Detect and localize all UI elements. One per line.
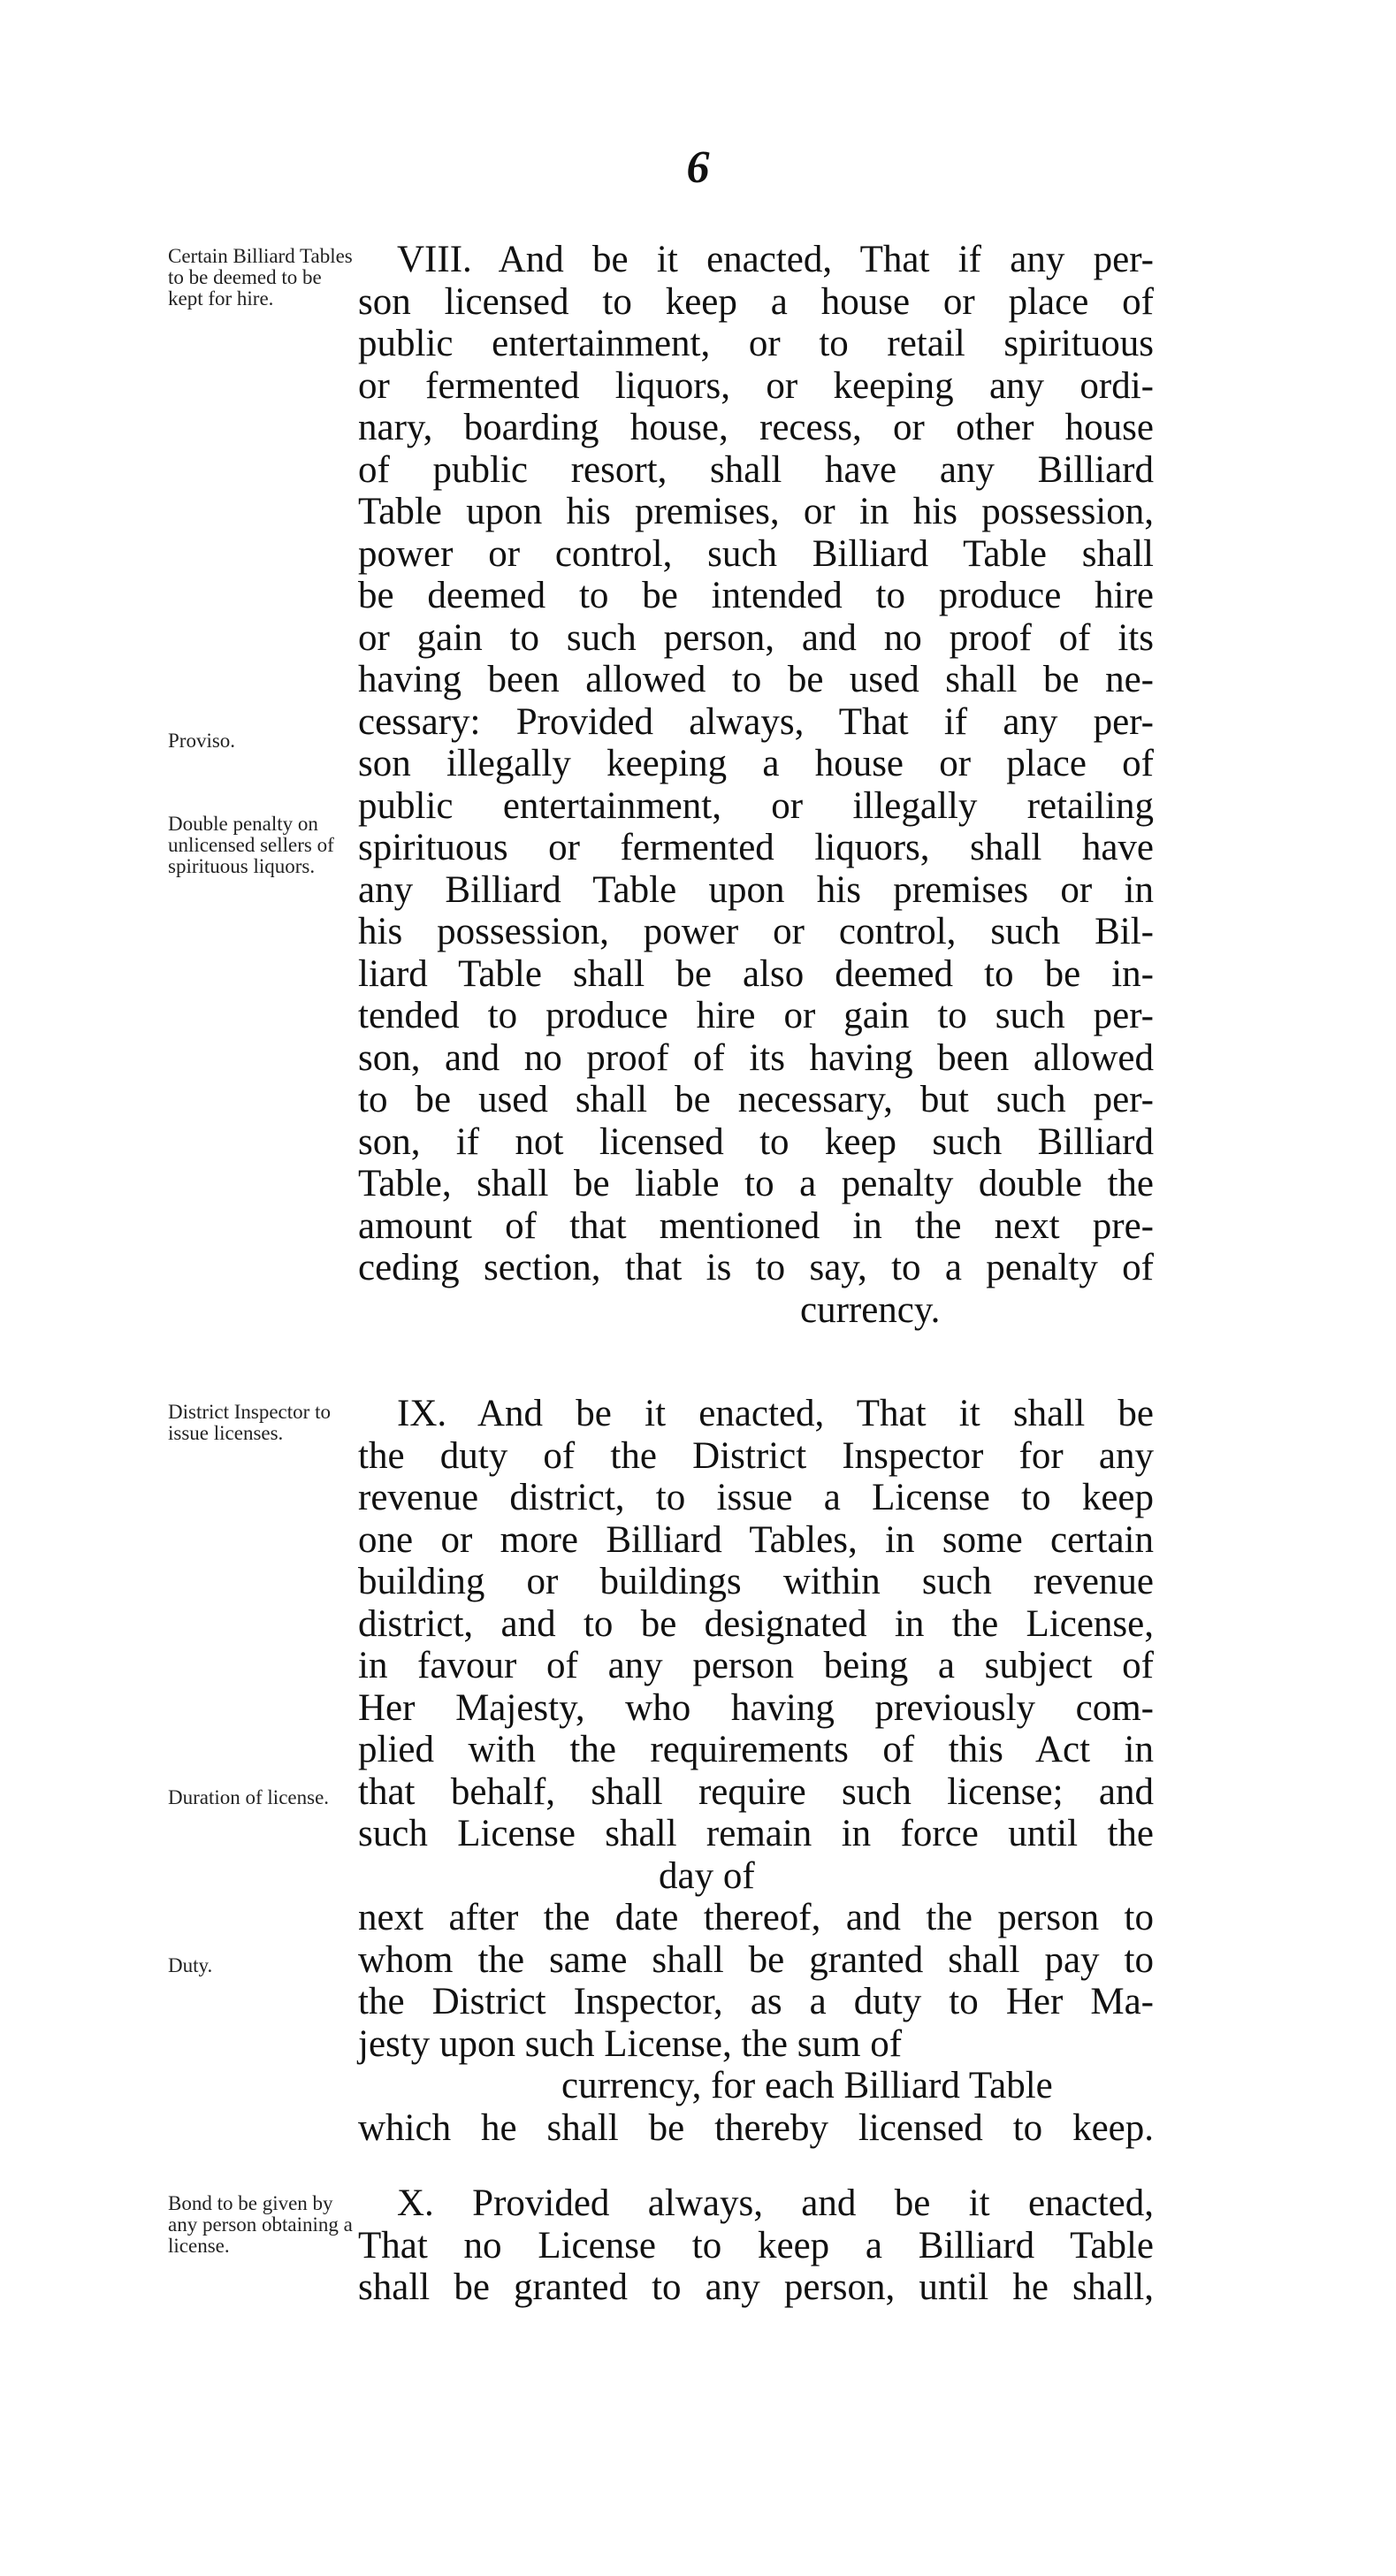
- text-line: plied with the requirements of this Act in: [358, 1729, 1154, 1770]
- margin-note: District Inspector to issue licenses.: [168, 1401, 331, 1444]
- text-line: to be used shall be necessary, but such per-: [358, 1079, 1154, 1120]
- margin-note: Duration of license.: [168, 1786, 330, 1808]
- text-line: building or buildings within such revenue: [358, 1561, 1154, 1602]
- text-line: currency, for each Billiard Table: [561, 2065, 1053, 2106]
- text-line: That no License to keep a Billiard Table: [358, 2224, 1154, 2266]
- text-line: public entertainment, or illegally retailing: [358, 784, 1154, 827]
- text-line: currency.: [800, 1288, 941, 1331]
- text-line: public entertainment, or to retail spirituous: [358, 323, 1154, 364]
- text-line: son, and no proof of its having been allowed: [358, 1036, 1154, 1079]
- text-line: shall be granted to any person, until he shall,: [358, 2266, 1154, 2308]
- text-line: Table, shall be liable to a penalty double the: [358, 1163, 1154, 1204]
- text-line: VIII. And be it enacted, That if any per-: [397, 239, 1154, 280]
- text-line: ceding section, that is to say, to a penalty of: [358, 1247, 1154, 1288]
- text-line: his possession, power or control, such Bil-: [358, 911, 1154, 952]
- text-line: one or more Billiard Tables, in some certain: [358, 1518, 1154, 1561]
- margin-note: Double penalty on unlicensed sellers of spirituous liquors.: [168, 813, 334, 877]
- text-line: or fermented liquors, or keeping any ordi-: [358, 364, 1154, 407]
- page-number: 6: [686, 142, 710, 193]
- text-line: amount of that mentioned in the next pre-: [358, 1204, 1154, 1247]
- text-line: of public resort, shall have any Billiard: [358, 448, 1154, 491]
- text-line: IX. And be it enacted, That it shall be: [397, 1393, 1154, 1434]
- section-body: [358, 1393, 1154, 2149]
- margin-note: Proviso.: [168, 730, 236, 752]
- text-line: or gain to such person, and no proof of its: [358, 616, 1154, 659]
- text-line: Table upon his premises, or in his possession,: [358, 491, 1154, 532]
- text-line: day of: [659, 1854, 755, 1897]
- text-line: power or control, such Billiard Table shall: [358, 532, 1154, 575]
- text-line: revenue district, to issue a License to keep: [358, 1477, 1154, 1518]
- text-line: nary, boarding house, recess, or other house: [358, 407, 1154, 448]
- text-line: district, and to be designated in the License,: [358, 1602, 1154, 1645]
- section-body: [358, 239, 1154, 1331]
- text-line: son illegally keeping a house or place of: [358, 743, 1154, 784]
- text-line: that behalf, shall require such license; and: [358, 1770, 1154, 1813]
- margin-note: Certain Billiard Tables to be deemed to be kept for hire.: [168, 245, 353, 310]
- text-line: son licensed to keep a house or place of: [358, 280, 1154, 323]
- text-line: which he shall be thereby licensed to keep.: [358, 2106, 1154, 2149]
- text-line: cessary: Provided always, That if any per-: [358, 700, 1154, 743]
- text-line: such License shall remain in force until the: [358, 1813, 1154, 1854]
- text-line: spirituous or fermented liquors, shall have: [358, 827, 1154, 868]
- text-line: any Billiard Table upon his premises or in: [358, 868, 1154, 911]
- text-line: whom the same shall be granted shall pay to: [358, 1938, 1154, 1981]
- text-line: liard Table shall be also deemed to be in-: [358, 952, 1154, 995]
- margin-note: Bond to be given by any person obtaining a license.: [168, 2192, 353, 2257]
- text-line: tended to produce hire or gain to such per-: [358, 995, 1154, 1036]
- text-line: in favour of any person being a subject of: [358, 1645, 1154, 1686]
- margin-note: Duty.: [168, 1954, 213, 1976]
- text-line: the duty of the District Inspector for any: [358, 1434, 1154, 1477]
- section-body: [358, 2182, 1154, 2309]
- text-line: jesty upon such License, the sum of: [358, 2022, 903, 2065]
- text-line: son, if not licensed to keep such Billiard: [358, 1120, 1154, 1163]
- text-line: Her Majesty, who having previously com-: [358, 1686, 1154, 1729]
- text-line: next after the date thereof, and the person to: [358, 1897, 1154, 1938]
- text-line: X. Provided always, and be it enacted,: [397, 2182, 1154, 2224]
- text-line: be deemed to be intended to produce hire: [358, 575, 1154, 616]
- text-line: having been allowed to be used shall be ne-: [358, 659, 1154, 700]
- text-line: the District Inspector, as a duty to Her Ma-: [358, 1981, 1154, 2022]
